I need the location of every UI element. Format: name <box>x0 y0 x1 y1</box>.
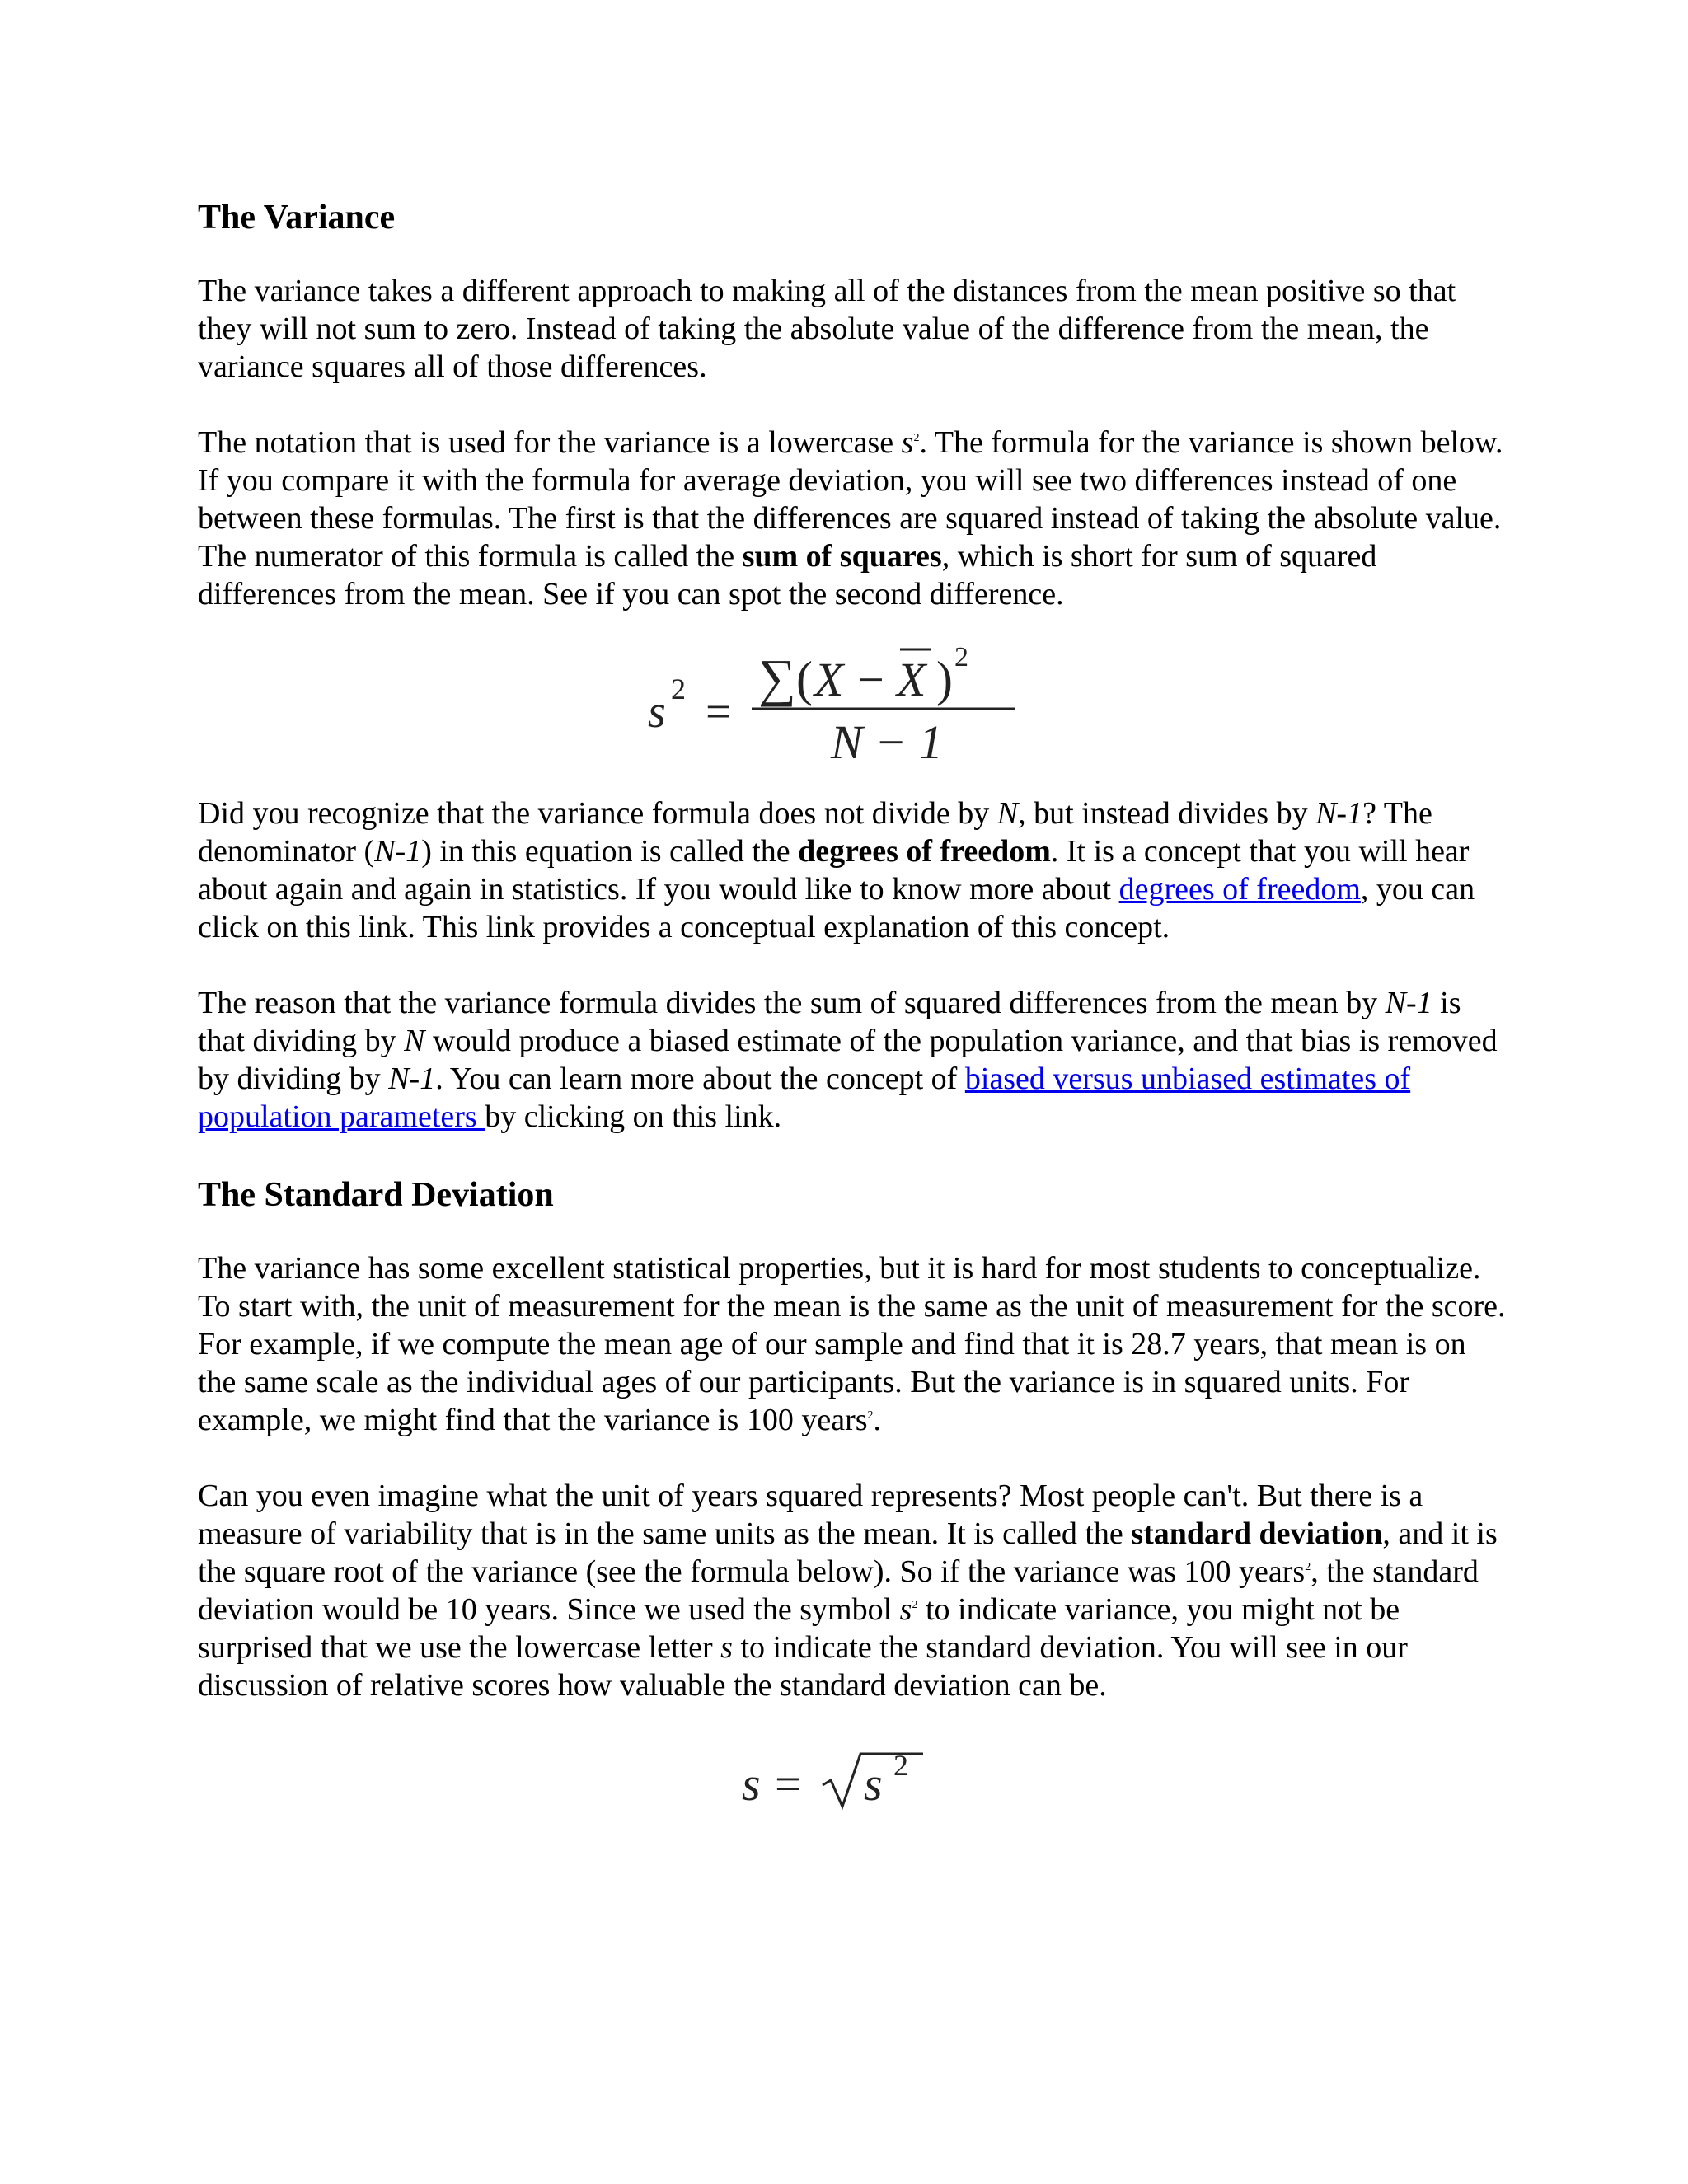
symbol-s: s <box>901 425 914 460</box>
sd-formula-lhs-s: s <box>742 1757 761 1811</box>
variance-formula <box>198 613 1508 794</box>
sd-formula-equals: = <box>775 1757 802 1811</box>
formula-x-bar: X <box>897 653 926 706</box>
variance-paragraph-2: The notation that is used for the variance is a lowercase $s^2$. The formula for the variance is shown below. If you compare it with the formula for average deviation, you will see two differences instead of one between these formulas. The first is that the differences are squared instead of taking the absolute value. The numerator of this formula is called the sum of squares, which is short for sum of squared differences from the mean. See if you can spot the second difference. <box>198 425 1503 612</box>
heading-variance: The Variance <box>198 199 396 237</box>
superscript: 2 <box>913 432 920 444</box>
term-sum-of-squares: sum of squares <box>742 539 942 574</box>
link-degrees-of-freedom[interactable]: degrees of freedom <box>1118 872 1361 907</box>
formula-minus: − <box>857 653 884 706</box>
formula-exponent: 2 <box>954 642 968 673</box>
formula-denominator: N − 1 <box>831 715 943 769</box>
variance-paragraph-3: Did you recognize that the variance formula does not divide by N, but instead divides by N-1? The denominator (N-1) in this equation is called the degrees of freedom. It is a concept that you will hear about again and again in statistics. If you would like to know more about degrees of freedom, you can click on this link. This link provides a conceptual explanation of this concept. <box>198 796 1475 944</box>
document-page <box>198 194 1508 1828</box>
sd-formula-svg <box>198 1704 1508 1828</box>
variance-paragraph-4: The reason that the variance formula divides the sum of squared differences from the mean by N-1 is that dividing by N would produce a biased estimate of the population variance, and that bias is removed by dividing by N-1. You can learn more about the concept of biased versus unbiased estimates of population parameters by clicking on this link. <box>198 986 1498 1134</box>
term-degrees-of-freedom: degrees of freedom <box>798 834 1051 869</box>
formula-lhs-s: s <box>648 687 666 738</box>
sd-paragraph-2: Can you even imagine what the unit of years squared represents? Most people can't. But there is a measure of variability that is in the same units as the mean. It is called the standard deviation, and it is the square root of the variance (see the formula below). So if the variance was 100 years$^2$, the standard deviation would be 10 years. Since we used the symbol $s^2$ to indicate variance, you might not be surprised that we use the lowercase letter s to indicate the standard deviation. You will see in our discussion of relative scores how valuable the standard deviation can be. <box>198 1479 1498 1703</box>
formula-open-paren: ( <box>796 652 813 706</box>
heading-standard-deviation: The Standard Deviation <box>198 1176 554 1214</box>
formula-lhs-exponent: 2 <box>671 673 686 705</box>
sd-formula <box>198 1704 1508 1828</box>
term-standard-deviation: standard deviation <box>1131 1516 1383 1551</box>
link-biased-unbiased-estimates[interactable]: biased versus unbiased estimates of population parameters <box>198 1062 1411 1134</box>
formula-sigma: ∑ <box>758 649 796 707</box>
variance-paragraph-1: The variance takes a different approach to making all of the distances from the mean positive so that they will not sum to zero. Instead of taking the absolute value of the difference from the mean, the variance squares all of those differences. <box>198 274 1456 384</box>
variance-formula-svg <box>198 613 1508 794</box>
sd-formula-exponent: 2 <box>893 1749 908 1782</box>
formula-equals: = <box>706 687 732 738</box>
formula-x: X <box>814 653 844 706</box>
sd-paragraph-1: The variance has some excellent statistical properties, but it is hard for most students to conceptualize. To start with, the unit of measurement for the mean is the same as the unit of measurement for the score. For example, if we compute the mean age of our sample and find that it is 28.7 years, that mean is on the same scale as the individual ages of our participants. But the variance is in squared units. For example, we might find that the variance is 100 years$^2$. <box>198 1251 1506 1437</box>
formula-close-paren: ) <box>936 652 953 706</box>
sd-formula-radicand-s: s <box>864 1757 883 1811</box>
